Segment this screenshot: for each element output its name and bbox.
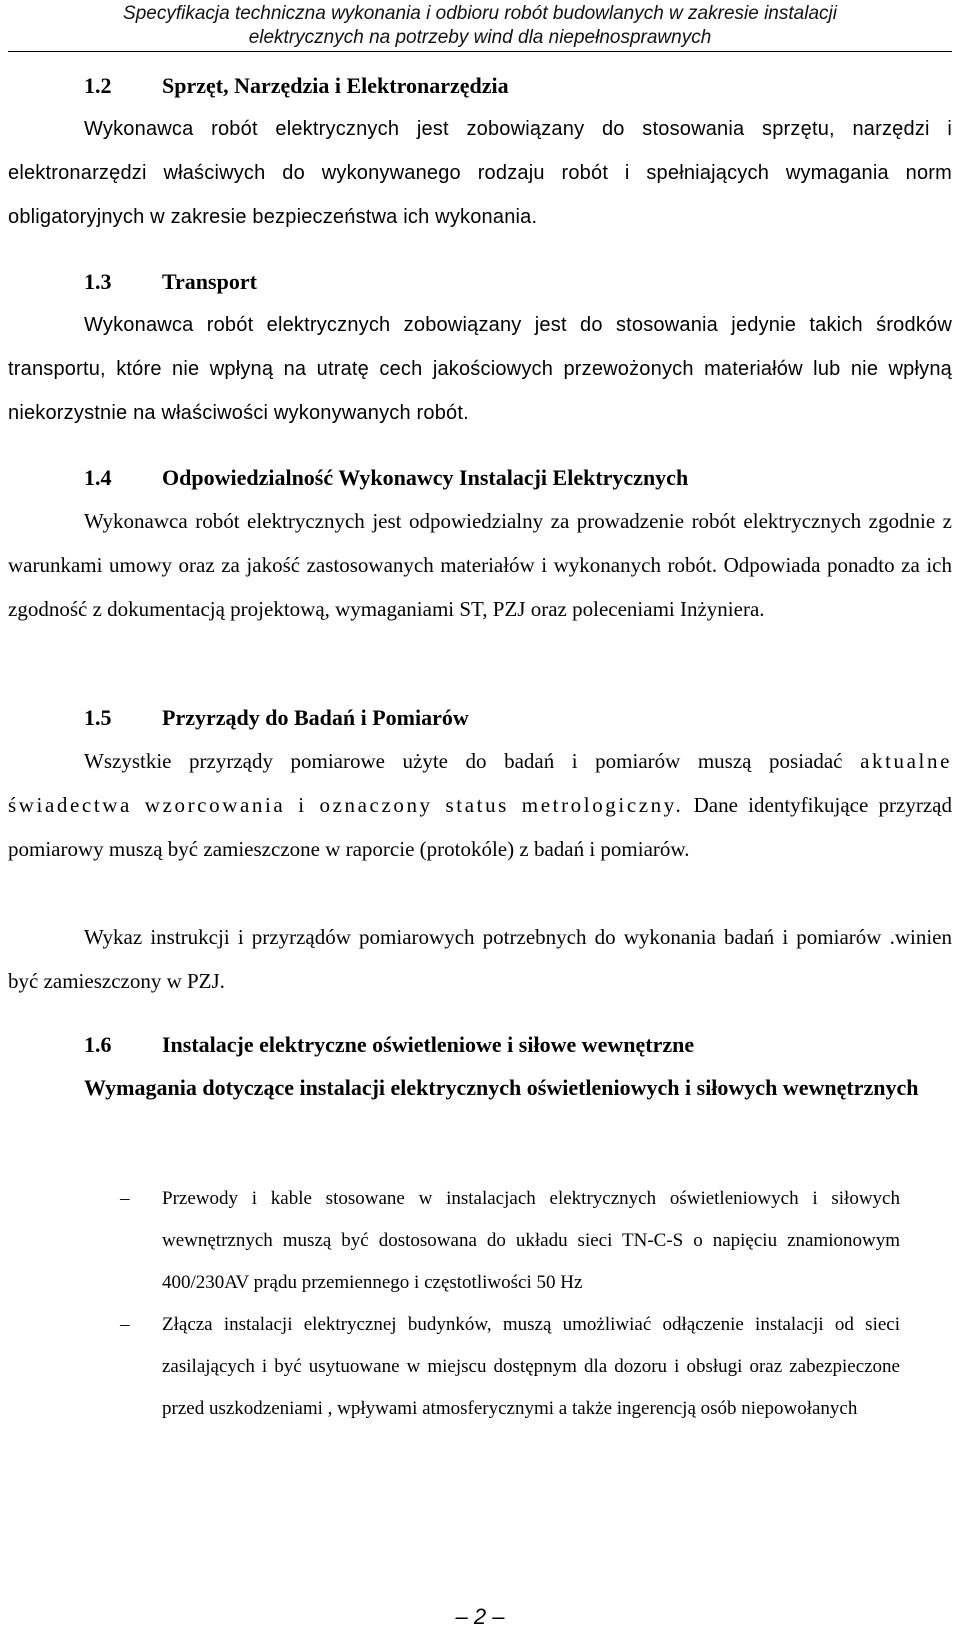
section-title: Transport [162, 269, 257, 294]
requirements-list [120, 1178, 900, 1430]
paragraph-text: Wykonawca robót elektrycznych zobowiązany jest do stosowania jedynie takich środków transportu, które nie wpłyną na utratę cech jakościowych przewożonych materiałów lub nie wpłyną niekorzystnie na właściwości wykonywanych robót. [8, 314, 952, 424]
header-divider [8, 51, 952, 52]
section-number: 1.4 [84, 465, 112, 490]
section-number: 1.3 [84, 269, 112, 294]
section-1-5-text-2 [8, 915, 952, 1003]
section-1-2-heading [84, 73, 509, 99]
section-1-3-heading [84, 269, 257, 295]
section-1-5-heading [84, 705, 469, 731]
section-title: Odpowiedzialność Wykonawcy Instalacji Elektrycznych [162, 465, 689, 490]
requirements-subtitle: Wymagania dotyczące instalacji elektrycznych oświetleniowych i siłowych wewnętrznych [84, 1075, 919, 1100]
list-item-text: Przewody i kable stosowane w instalacjach elektrycznych oświetleniowych i siłowych wewnętrznych muszą być dostosowana do układu sieci TN-C-S o napięciu znamionowym 400/230AV prądu przemiennego i częstotliwości 50 Hz [162, 1188, 900, 1293]
section-number: 1.2 [84, 73, 112, 98]
paragraph-text: Wykonawca robót elektrycznych jest zobowiązany do stosowania sprzętu, narzędzi i elektronarzędzi właściwych do wykonywanego rodzaju robót i spełniających wymagania norm obligatoryjnych w zakresie bezpieczeństwa ich wykonania. [8, 118, 952, 228]
section-1-4-text [8, 499, 952, 631]
dash-bullet: – [120, 1314, 130, 1335]
paragraph-text-c: Dane identyfikujące przyrząd pomiarowy muszą być zamieszczone w raporcie (protokóle) z badań i pomiarów. [8, 793, 952, 861]
page-header [0, 2, 960, 50]
section-title: Przyrządy do Badań i Pomiarów [162, 705, 469, 730]
paragraph-text: Wykaz instrukcji i przyrządów pomiarowych potrzebnych do wykonania badań i pomiarów .winien być zamieszczony w PZJ. [8, 925, 952, 993]
section-1-2-text [8, 107, 952, 239]
section-title: Instalacje elektryczne oświetleniowe i siłowe wewnętrzne [162, 1032, 695, 1057]
section-1-6-heading [84, 1032, 694, 1058]
section-title: Sprzęt, Narzędzia i Elektronarzędzia [162, 73, 509, 98]
list-item-text: Złącza instalacji elektrycznej budynków, muszą umożliwiać odłączenie instalacji od sieci zasilających i być usytuowane w miejscu dostępnym dla dozoru i obsługi oraz zabezpieczone przed uszkodzeniami , wpływami atmosferycznymi a także ingerencją osób niepowołanych [162, 1314, 900, 1419]
section-1-5-text [8, 739, 952, 871]
dash-bullet: – [120, 1188, 130, 1209]
section-1-4-heading [84, 465, 688, 491]
list-item [120, 1304, 900, 1430]
paragraph-text-b: aktualne świadectwa wzorcowania i oznaczony status metrologiczny. [8, 749, 952, 817]
paragraph-text: Wykonawca robót elektrycznych jest odpowiedzialny za prowadzenie robót elektrycznych zgodnie z warunkami umowy oraz za jakość zastosowanych materiałów i wykonanych robót. Odpowiada ponadto za ich zgodność z dokumentacją projektową, wymaganiami ST, PZJ oraz poleceniami Inżyniera. [8, 509, 952, 621]
section-number: 1.6 [84, 1032, 112, 1057]
paragraph-text-a: Wszystkie przyrządy pomiarowe użyte do badań i pomiarów muszą posiadać [84, 749, 843, 773]
section-1-3-text [8, 303, 952, 435]
requirements-title [8, 1066, 952, 1110]
list-item [120, 1178, 900, 1304]
header-line-2: elektrycznych na potrzeby wind dla niepełnosprawnych [248, 27, 712, 48]
page-number: – 2 – [455, 1604, 505, 1629]
section-number: 1.5 [84, 705, 112, 730]
header-line-1: Specyfikacja techniczna wykonania i odbioru robót budowlanych w zakresie instalacji [123, 3, 837, 24]
